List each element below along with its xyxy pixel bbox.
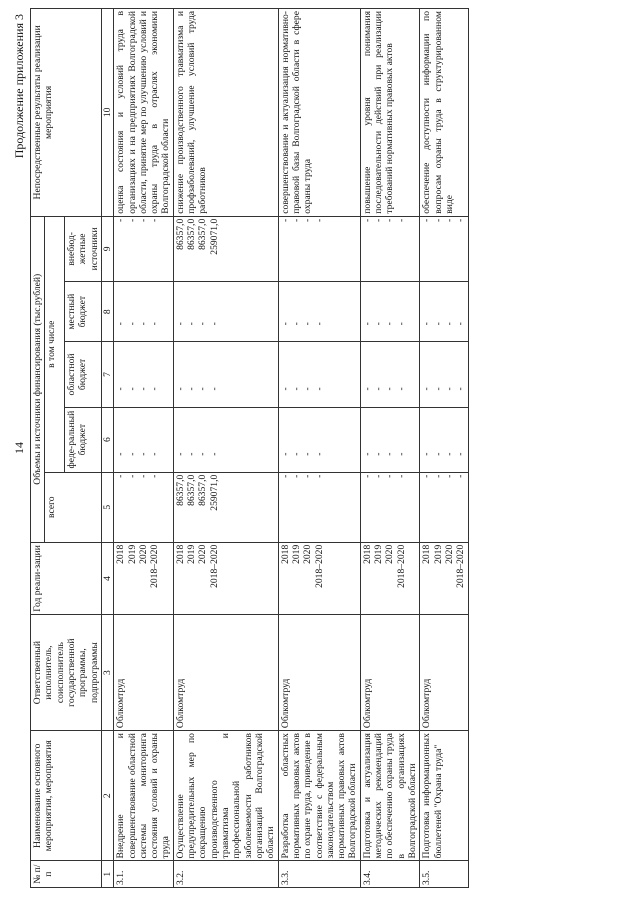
row-regional-value: -	[384, 387, 396, 391]
row-result: повышение уровня понимания последовательности действий при реализации требований нормативных правовых актов	[360, 9, 420, 217]
header-federal: феде-ральный бюджет	[64, 407, 101, 472]
row-extra-value: 86357,0	[186, 218, 198, 250]
row-local-value: -	[395, 322, 407, 326]
column-number: 1	[101, 861, 113, 888]
row-local-value: -	[302, 322, 314, 326]
row-result: оценка состояния и условий труда в организациях и на предприятиях Волгоградской области, принятие мер по улучшению условий и охраны труда в отраслях экономики Волгоградской области	[114, 9, 174, 217]
row-years-value: 2018–2020	[455, 544, 467, 588]
row-total-value: 259071,0	[208, 474, 220, 511]
row-local	[360, 281, 420, 341]
row-local-value: -	[197, 322, 209, 326]
row-total-value: -	[443, 474, 455, 478]
header-funding: Объемы и источники финансирования (тыс.рублей)	[31, 216, 45, 542]
row-regional-value: -	[208, 387, 220, 391]
column-number: 4	[101, 542, 113, 614]
row-regional-value: -	[395, 387, 407, 391]
row-total-value: -	[302, 474, 314, 478]
row-total-value: -	[432, 474, 444, 478]
row-number: 3.5.	[420, 861, 468, 888]
row-federal	[114, 407, 174, 472]
row-years-value: 2020	[197, 544, 209, 564]
table-row	[278, 9, 360, 888]
row-extra-value: -	[137, 218, 149, 222]
row-result: снижение производственного травматизма и профзаболеваний, улучшение условий труда работников	[173, 9, 278, 217]
row-local-value: -	[384, 322, 396, 326]
row-regional-value: -	[373, 387, 385, 391]
header-num: № п/п	[31, 861, 102, 888]
row-extra	[173, 216, 278, 281]
header-including: в том числе	[45, 216, 65, 472]
row-regional-value: -	[279, 387, 291, 391]
row-years	[278, 542, 360, 614]
row-local-value: -	[126, 322, 138, 326]
row-regional-value: -	[455, 387, 467, 391]
row-total-value: -	[421, 474, 433, 478]
row-total	[420, 472, 468, 542]
row-regional-value: -	[421, 387, 433, 391]
appendix-label: Продолжение приложения 3	[12, 14, 26, 159]
row-extra-value: -	[149, 218, 161, 222]
row-number: 3.4.	[360, 861, 420, 888]
row-responsible: Облкомтруд	[278, 615, 360, 731]
row-number: 3.2.	[173, 861, 278, 888]
row-federal	[420, 407, 468, 472]
row-regional	[278, 342, 360, 407]
row-years-value: 2020	[384, 544, 396, 564]
row-result: обеспечение доступности информации по вопросам охраны труда в структурированном виде	[420, 9, 468, 217]
row-extra-value: -	[313, 218, 325, 222]
page-number: 14	[12, 442, 26, 454]
row-number: 3.1.	[114, 861, 174, 888]
row-years	[173, 542, 278, 614]
row-federal-value: -	[290, 452, 302, 456]
row-federal-value: -	[443, 452, 455, 456]
row-name: Подготовка и актуализация методических рекомендаций по обеспечению охраны труда в организациях Волгоградской области	[360, 731, 420, 861]
table-row	[114, 9, 174, 888]
column-number: 3	[101, 615, 113, 731]
row-total-value: -	[384, 474, 396, 478]
table-row	[420, 9, 468, 888]
row-years-value: 2018	[421, 544, 433, 564]
row-responsible: Облкомтруд	[360, 615, 420, 731]
row-name: Осуществление предупредительных мер по сокращению производственного травматизма и профессиональной заболеваемости работников организаций Волгоградской области	[173, 731, 278, 861]
row-years-value: 2020	[443, 544, 455, 564]
row-regional-value: -	[186, 387, 198, 391]
column-number: 10	[101, 9, 113, 217]
header-local: местный бюджет	[64, 281, 101, 341]
row-extra-value: -	[373, 218, 385, 222]
row-federal-value: -	[361, 452, 373, 456]
table-row	[360, 9, 420, 888]
row-local-value: -	[421, 322, 433, 326]
row-extra-value: -	[421, 218, 433, 222]
row-years-value: 2018	[279, 544, 291, 564]
header-total: всего	[45, 472, 102, 542]
row-total-value: -	[149, 474, 161, 478]
row-federal-value: -	[126, 452, 138, 456]
row-years-value: 2020	[302, 544, 314, 564]
row-extra-value: 86357,0	[174, 218, 186, 250]
row-federal-value: -	[421, 452, 433, 456]
row-years	[420, 542, 468, 614]
row-federal-value: -	[432, 452, 444, 456]
row-regional-value: -	[290, 387, 302, 391]
row-local-value: -	[313, 322, 325, 326]
column-number: 2	[101, 731, 113, 861]
row-total-value: -	[126, 474, 138, 478]
header-year: Год реали-зации	[31, 542, 102, 614]
row-responsible: Облкомтруд	[114, 615, 174, 731]
row-extra	[360, 216, 420, 281]
row-total-value: -	[361, 474, 373, 478]
row-total-value: 86357,0	[174, 474, 186, 506]
row-total-value: -	[373, 474, 385, 478]
row-extra-value: -	[115, 218, 127, 222]
row-federal	[173, 407, 278, 472]
row-federal-value: -	[186, 452, 198, 456]
row-federal-value: -	[149, 452, 161, 456]
row-regional-value: -	[302, 387, 314, 391]
row-extra-value: -	[302, 218, 314, 222]
row-years-value: 2018	[174, 544, 186, 564]
row-years-value: 2019	[126, 544, 138, 564]
row-extra-value: -	[290, 218, 302, 222]
row-local	[420, 281, 468, 341]
row-regional-value: -	[443, 387, 455, 391]
row-local-value: -	[432, 322, 444, 326]
table-row	[173, 9, 278, 888]
column-numbers-row	[101, 9, 113, 888]
row-years-value: 2018–2020	[395, 544, 407, 588]
row-responsible: Облкомтруд	[420, 615, 468, 731]
row-local	[114, 281, 174, 341]
row-extra-value: 259071,0	[208, 218, 220, 255]
column-number: 5	[101, 472, 113, 542]
row-local-value: -	[373, 322, 385, 326]
row-extra-value: -	[126, 218, 138, 222]
row-regional	[114, 342, 174, 407]
row-years-value: 2018–2020	[313, 544, 325, 588]
row-years-value: 2019	[432, 544, 444, 564]
row-responsible: Облкомтруд	[173, 615, 278, 731]
row-years-value: 2018–2020	[149, 544, 161, 588]
row-years-value: 2019	[186, 544, 198, 564]
row-extra-value: -	[384, 218, 396, 222]
row-local-value: -	[115, 322, 127, 326]
row-local-value: -	[137, 322, 149, 326]
row-total-value: -	[137, 474, 149, 478]
row-years-value: 2020	[137, 544, 149, 564]
row-federal-value: -	[197, 452, 209, 456]
row-extra-value: -	[455, 218, 467, 222]
row-local-value: -	[208, 322, 220, 326]
program-table	[30, 8, 469, 888]
row-local-value: -	[149, 322, 161, 326]
row-regional-value: -	[361, 387, 373, 391]
row-federal-value: -	[279, 452, 291, 456]
column-number: 8	[101, 281, 113, 341]
row-federal-value: -	[302, 452, 314, 456]
row-local-value: -	[186, 322, 198, 326]
row-years-value: 2018	[115, 544, 127, 564]
row-number: 3.3.	[278, 861, 360, 888]
row-federal-value: -	[384, 452, 396, 456]
row-local-value: -	[361, 322, 373, 326]
row-years-value: 2019	[373, 544, 385, 564]
row-result: совершенствование и актуализация нормативно-правовой базы Волгоградской области в сфере охраны труда	[278, 9, 360, 217]
row-regional-value: -	[174, 387, 186, 391]
row-federal-value: -	[137, 452, 149, 456]
column-number: 6	[101, 407, 113, 472]
row-federal	[278, 407, 360, 472]
row-extra-value: -	[432, 218, 444, 222]
row-years-value: 2018	[361, 544, 373, 564]
row-extra-value: -	[361, 218, 373, 222]
row-regional-value: -	[115, 387, 127, 391]
row-local-value: -	[455, 322, 467, 326]
row-total-value: -	[115, 474, 127, 478]
row-extra-value: 86357,0	[197, 218, 209, 250]
row-federal-value: -	[208, 452, 220, 456]
row-extra	[420, 216, 468, 281]
rotated-page	[8, 8, 633, 888]
row-regional	[173, 342, 278, 407]
row-total-value: -	[395, 474, 407, 478]
row-extra-value: -	[395, 218, 407, 222]
row-regional-value: -	[149, 387, 161, 391]
row-total-value: -	[455, 474, 467, 478]
row-total	[173, 472, 278, 542]
row-federal-value: -	[174, 452, 186, 456]
row-regional-value: -	[137, 387, 149, 391]
row-total-value: -	[290, 474, 302, 478]
row-federal-value: -	[373, 452, 385, 456]
row-local-value: -	[174, 322, 186, 326]
row-regional-value: -	[432, 387, 444, 391]
row-extra	[278, 216, 360, 281]
row-total-value: 86357,0	[197, 474, 209, 506]
row-extra-value: -	[279, 218, 291, 222]
row-years	[360, 542, 420, 614]
row-total-value: 86357,0	[186, 474, 198, 506]
row-total-value: -	[279, 474, 291, 478]
row-local	[278, 281, 360, 341]
header-responsible: Ответственный исполнитель, соисполнитель государственной программы, подпрограммы	[31, 615, 102, 731]
column-number: 9	[101, 216, 113, 281]
row-name: Внедрение и совершенствование областной системы мониторинга состояния условий и охраны труда	[114, 731, 174, 861]
column-number: 7	[101, 342, 113, 407]
row-regional-value: -	[126, 387, 138, 391]
row-federal-value: -	[313, 452, 325, 456]
row-total	[360, 472, 420, 542]
row-local-value: -	[279, 322, 291, 326]
header-regional: областной бюджет	[64, 342, 101, 407]
row-federal	[360, 407, 420, 472]
row-local-value: -	[290, 322, 302, 326]
row-regional	[420, 342, 468, 407]
row-extra-value: -	[443, 218, 455, 222]
header-results: Непосредственные результаты реализации мероприятия	[31, 9, 102, 217]
row-local-value: -	[443, 322, 455, 326]
header-name: Наименование основного мероприятия, мероприятия	[31, 731, 102, 861]
row-years-value: 2019	[290, 544, 302, 564]
row-regional-value: -	[313, 387, 325, 391]
row-total	[278, 472, 360, 542]
header-extra: внебюд-жетные источники	[64, 216, 101, 281]
row-name: Подготовка информационных бюллетеней "Охрана труда"	[420, 731, 468, 861]
row-regional	[360, 342, 420, 407]
row-years-value: 2018–2020	[208, 544, 220, 588]
row-federal-value: -	[115, 452, 127, 456]
row-years	[114, 542, 174, 614]
row-total-value: -	[313, 474, 325, 478]
row-federal-value: -	[395, 452, 407, 456]
row-local	[173, 281, 278, 341]
row-regional-value: -	[197, 387, 209, 391]
row-total	[114, 472, 174, 542]
row-extra	[114, 216, 174, 281]
row-name: Разработка областных нормативных правовых актов по охране труда, приведение в соответствие с федеральным законодательством нормативных правовых актов Волгоградской области	[278, 731, 360, 861]
row-federal-value: -	[455, 452, 467, 456]
